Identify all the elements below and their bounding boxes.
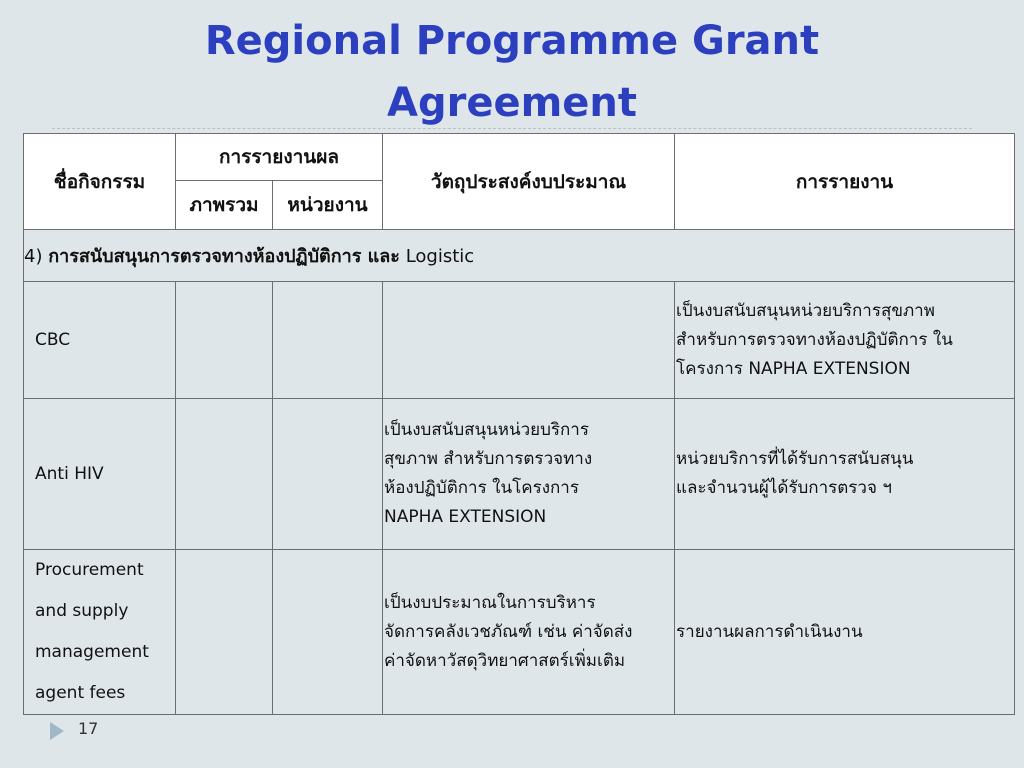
activity-line: and supply [35, 601, 129, 621]
header-report: การรายงาน [675, 134, 1015, 230]
objective-line: สุขภาพ สำหรับการตรวจทาง [384, 449, 593, 469]
objective-line: ห้องปฏิบัติการ ในโครงการ [384, 478, 579, 498]
slide-title [0, 10, 1024, 134]
page-number: 17 [78, 719, 99, 738]
cell-unit [273, 550, 383, 715]
objective-line: เป็นงบประมาณในการบริหาร [384, 592, 596, 613]
title-line-2: Agreement [387, 80, 637, 126]
objective-line: เป็นงบสนับสนุนหน่วยบริการ [384, 420, 589, 440]
cell-report [675, 282, 1015, 399]
header-budget-objective: วัตถุประสงค์งบประมาณ [383, 134, 675, 230]
section-title: การสนับสนุนการตรวจทางห้องปฏิบัติการ และ [48, 246, 400, 267]
objective-line: NAPHA EXTENSION [384, 507, 547, 527]
header-activity: ชื่อกิจกรรม [24, 134, 176, 230]
cell-overall [176, 282, 273, 399]
section-prefix: 4) [24, 246, 49, 267]
cell-activity [24, 399, 176, 550]
activity-line: agent fees [35, 683, 126, 703]
header-overall: ภาพรวม [176, 181, 273, 230]
cell-unit [273, 399, 383, 550]
report-line: สำหรับการตรวจทางห้องปฏิบัติการ ใน [676, 329, 953, 350]
activity-line: Procurement [35, 560, 144, 580]
report-line: โครงการ NAPHA EXTENSION [676, 358, 911, 379]
section-row [24, 230, 1015, 282]
cell-overall [176, 399, 273, 550]
objective-line: ค่าจัดหาวัสดุวิทยาศาสตร์เพิ่มเติม [384, 650, 626, 671]
table-row [24, 399, 1015, 550]
header-unit: หน่วยงาน [273, 181, 383, 230]
objective-line: จัดการคลังเวชภัณฑ์ เช่น ค่าจัดส่ง [384, 621, 633, 642]
triangle-arrow-icon [50, 722, 64, 740]
cell-unit [273, 282, 383, 399]
cell-overall [176, 550, 273, 715]
cell-report [675, 399, 1015, 550]
activity-line: management [35, 642, 149, 662]
cell-objective [383, 282, 675, 399]
table-row [24, 550, 1015, 715]
report-line: เป็นงบสนับสนุนหน่วยบริการสุขภาพ [676, 300, 935, 321]
activity-line: CBC [35, 329, 71, 350]
cell-objective [383, 550, 675, 715]
title-line-1: Regional Programme Grant [204, 18, 820, 64]
report-line: และจำนวนผู้ได้รับการตรวจ ฯ [676, 478, 892, 498]
cell-objective [383, 399, 675, 550]
report-line: หน่วยบริการที่ได้รับการสนับสนุน [676, 449, 914, 469]
cell-activity [24, 550, 176, 715]
section-suffix: Logistic [399, 246, 475, 267]
report-line: รายงานผลการดำเนินงาน [676, 621, 863, 642]
activity-line: Anti HIV [35, 463, 104, 484]
cell-activity [24, 282, 176, 399]
grant-table [23, 133, 1015, 715]
header-reporting-result: การรายงานผล [176, 134, 383, 181]
table-row [24, 282, 1015, 399]
title-divider [52, 128, 972, 129]
cell-report [675, 550, 1015, 715]
